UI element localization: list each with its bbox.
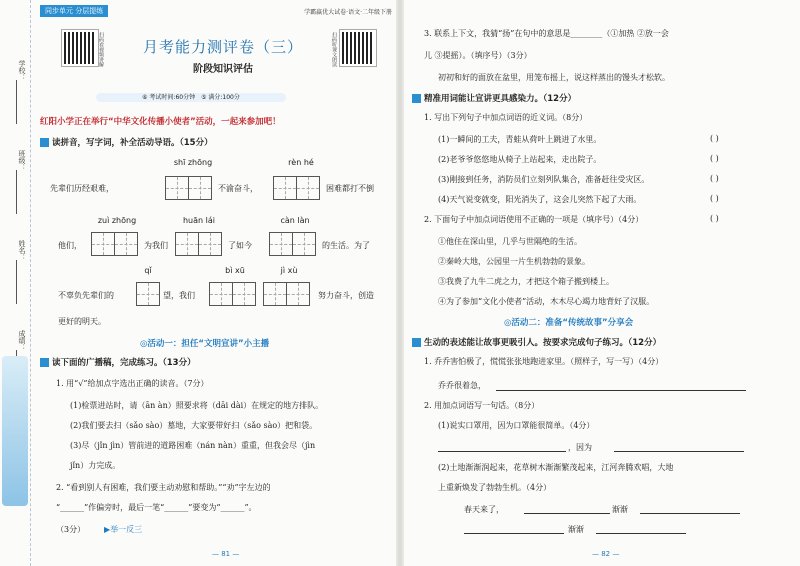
question: (3)尽（jǐn jìn）管前进的道路困难（nán nàn）重重，但我会尽（jìn: [70, 441, 316, 450]
pinyin: huān lái: [182, 216, 215, 225]
square-marker-icon: [40, 358, 49, 367]
exam-meta: ⑥ 考试时间:60分钟 ⑤ 满分:100分: [96, 93, 286, 102]
section-title: [40, 356, 196, 368]
writing-grid[interactable]: [137, 282, 160, 306]
pinyin: shī zhōng: [173, 158, 213, 167]
question: 春天来了，: [464, 505, 504, 514]
class-line: [16, 170, 17, 214]
series-title: 学霸赢优大试卷·语文·二年级下册: [304, 8, 392, 16]
text: 了如今: [228, 241, 252, 250]
answer-paren[interactable]: ( ): [710, 194, 719, 203]
name-label: 姓名：: [18, 240, 26, 261]
question: (1)说实口罩用，因为口罩能很简单。（4分）: [438, 421, 595, 430]
answer-paren[interactable]: ( ): [710, 154, 719, 163]
writing-grid[interactable]: [264, 282, 310, 306]
answer-paren[interactable]: ( ): [710, 174, 719, 183]
activity-title: ◎活动一：担任“文明宣讲”小主播: [140, 339, 270, 349]
answer-line[interactable]: [438, 450, 566, 452]
text: 不辜负先辈们的: [58, 291, 114, 300]
option: ②秦岭大地，公园里一片生机勃勃的景象。: [438, 257, 590, 266]
text: 为我们: [144, 241, 168, 250]
question: (3)刚接到任务，消防员们立刻列队集合，准备赶往受灾区。: [438, 175, 650, 184]
question: 2. 用加点词语写一句话。（8分）: [424, 401, 540, 410]
class-label: 班级：: [18, 150, 26, 171]
pinyin: bì xū: [225, 266, 245, 275]
header-bar: [40, 6, 392, 16]
text: 更好的明天。: [58, 317, 106, 326]
text: 困难都打不倒: [326, 184, 374, 193]
square-marker-icon: [40, 138, 49, 147]
text: 他们，: [58, 241, 82, 250]
practice-link[interactable]: ▶举一反三: [104, 525, 143, 534]
question: (2)土地渐渐润起来，花草树木渐渐繁茂起来，江河奔腾欢唱，大地: [438, 463, 674, 472]
option: ④为了参加“文化小使者”活动，木木尽心竭力地背好了汉服。: [438, 297, 655, 306]
question: ，因为: [568, 443, 592, 452]
right-page: [400, 0, 800, 566]
question: 1. 写出下列句子中加点词语的近义词。（8分）: [424, 113, 588, 122]
question: (4)天气说变就变，阳光消失了，这会儿突然下起了大雨。: [438, 195, 642, 204]
option: ①他住在深山里，几乎与世隔绝的生活。: [438, 237, 582, 246]
answer-line[interactable]: [524, 512, 610, 514]
question: 3. 联系上下文，我猜“扬”在句中的意思是________（①加热 ②放一会: [424, 29, 669, 38]
answer-paren[interactable]: ( ): [710, 214, 719, 223]
score-label: 成绩：: [18, 330, 26, 351]
square-marker-icon: [412, 338, 421, 347]
page-number: — 81 —: [212, 550, 240, 558]
section-title: [412, 336, 661, 348]
page-number: — 82 —: [592, 550, 620, 558]
question: 2. “看到别人有困难，我们要主动劝慰和帮助。”“劝”字左边的: [56, 483, 271, 492]
school-label: 学校：: [18, 60, 26, 81]
section-text: 读下面的广播稿，完成练习。（13分）: [52, 358, 196, 368]
qr-code-icon[interactable]: [340, 30, 376, 66]
question: jǐn）力完成。: [70, 461, 121, 470]
writing-grid[interactable]: [270, 232, 316, 256]
qr-right-caption: 扫码听课文朗读: [331, 32, 337, 67]
intro-text: 红阳小学正在举行“中华文化传播小使者”活动，一起来参加吧！: [40, 117, 281, 127]
page-title: 月考能力测评卷（三）: [142, 38, 303, 56]
square-marker-icon: [412, 94, 421, 103]
writing-grid[interactable]: [274, 176, 320, 200]
section-text: 读拼音，写字词，补全活动导语。（15分）: [52, 138, 213, 148]
question: “______”作偏旁时，最后一笔“______”要变为“______”。: [56, 503, 257, 512]
pinyin: càn làn: [280, 216, 310, 225]
answer-line[interactable]: [496, 389, 746, 391]
question: 上重新焕发了勃勃生机。（4分）: [438, 483, 552, 492]
page-subtitle: 阶段知识评估: [193, 64, 253, 75]
binding-margin: [0, 0, 31, 566]
question: 渐渐: [612, 505, 628, 514]
pinyin: qǐ: [144, 266, 152, 275]
text: 不渝奋斗，: [218, 184, 258, 193]
text: 先辈们历经艰难，: [50, 184, 114, 193]
pinyin: rèn hé: [288, 158, 314, 167]
answer-line[interactable]: [614, 450, 744, 452]
question: 初初和好的面放在盆里，用笼布摇上，说这样蒸出的馒头才松软。: [438, 73, 670, 82]
question: 1. 用“√”给加点字选出正确的读音。（7分）: [56, 379, 209, 388]
question: (1)一瞬间的工夫，青蛙从荷叶上跳进了水里。: [438, 135, 602, 144]
decorative-strip: [2, 356, 28, 506]
text: 的生活。为了: [322, 241, 370, 250]
school-line: [16, 80, 17, 124]
pinyin: zuì zhōng: [97, 216, 137, 225]
activity-title: ◎活动二：准备“传统故事”分享会: [504, 318, 634, 328]
section-title: [40, 136, 213, 148]
unit-tag: 同步单元 分层提练: [40, 5, 108, 17]
answer-paren[interactable]: ( ): [710, 134, 719, 143]
title-banner: [54, 30, 392, 92]
question: 2. 下面句子中加点词语使用不正确的一项是（填序号）（4分）: [424, 215, 644, 224]
question: 1. 乔乔害怕极了，慌慌张张地跑进家里。（照样子，写一写）（4分）: [424, 357, 664, 366]
answer-line[interactable]: [596, 532, 686, 534]
question: (2)老爷爷悠悠地从椅子上站起来，走出院子。: [438, 155, 602, 164]
section-title: [412, 92, 576, 104]
text: 望，我们: [163, 291, 195, 300]
option: ③我费了九牛二虎之力，才把这个箱子搬到楼上。: [438, 277, 614, 286]
question: (2)我们要去扫（sǎo sào）墓地，大家要带好扫（sǎo sào）把和袋。: [70, 421, 318, 430]
question: (1)检票进站时，请（ān àn）照要求将（dāi dài）在规定的地方排队。: [70, 401, 324, 410]
question: 儿 ③提摇）。（填序号）（3分）: [424, 51, 532, 60]
question: 渐渐: [568, 525, 584, 534]
section-text: 精准用词能让宣讲更具感染力。（12分）: [424, 94, 577, 104]
writing-grid[interactable]: [166, 176, 212, 200]
writing-grid[interactable]: [210, 282, 256, 306]
text: 努力奋斗，创造: [318, 291, 374, 300]
answer-line[interactable]: [640, 512, 740, 514]
section-text: 生动的表述能让故事更吸引人。按要求完成句子练习。（12分）: [424, 338, 662, 348]
qr-left-caption: 扫码看视频讲解: [98, 32, 104, 67]
writing-grid[interactable]: [92, 232, 138, 256]
writing-grid[interactable]: [176, 232, 222, 256]
pinyin: jì xù: [280, 266, 298, 275]
name-line: [16, 260, 17, 304]
question: 乔乔很着急，: [438, 381, 486, 390]
question: （3分）: [56, 525, 86, 534]
answer-line[interactable]: [464, 532, 564, 534]
